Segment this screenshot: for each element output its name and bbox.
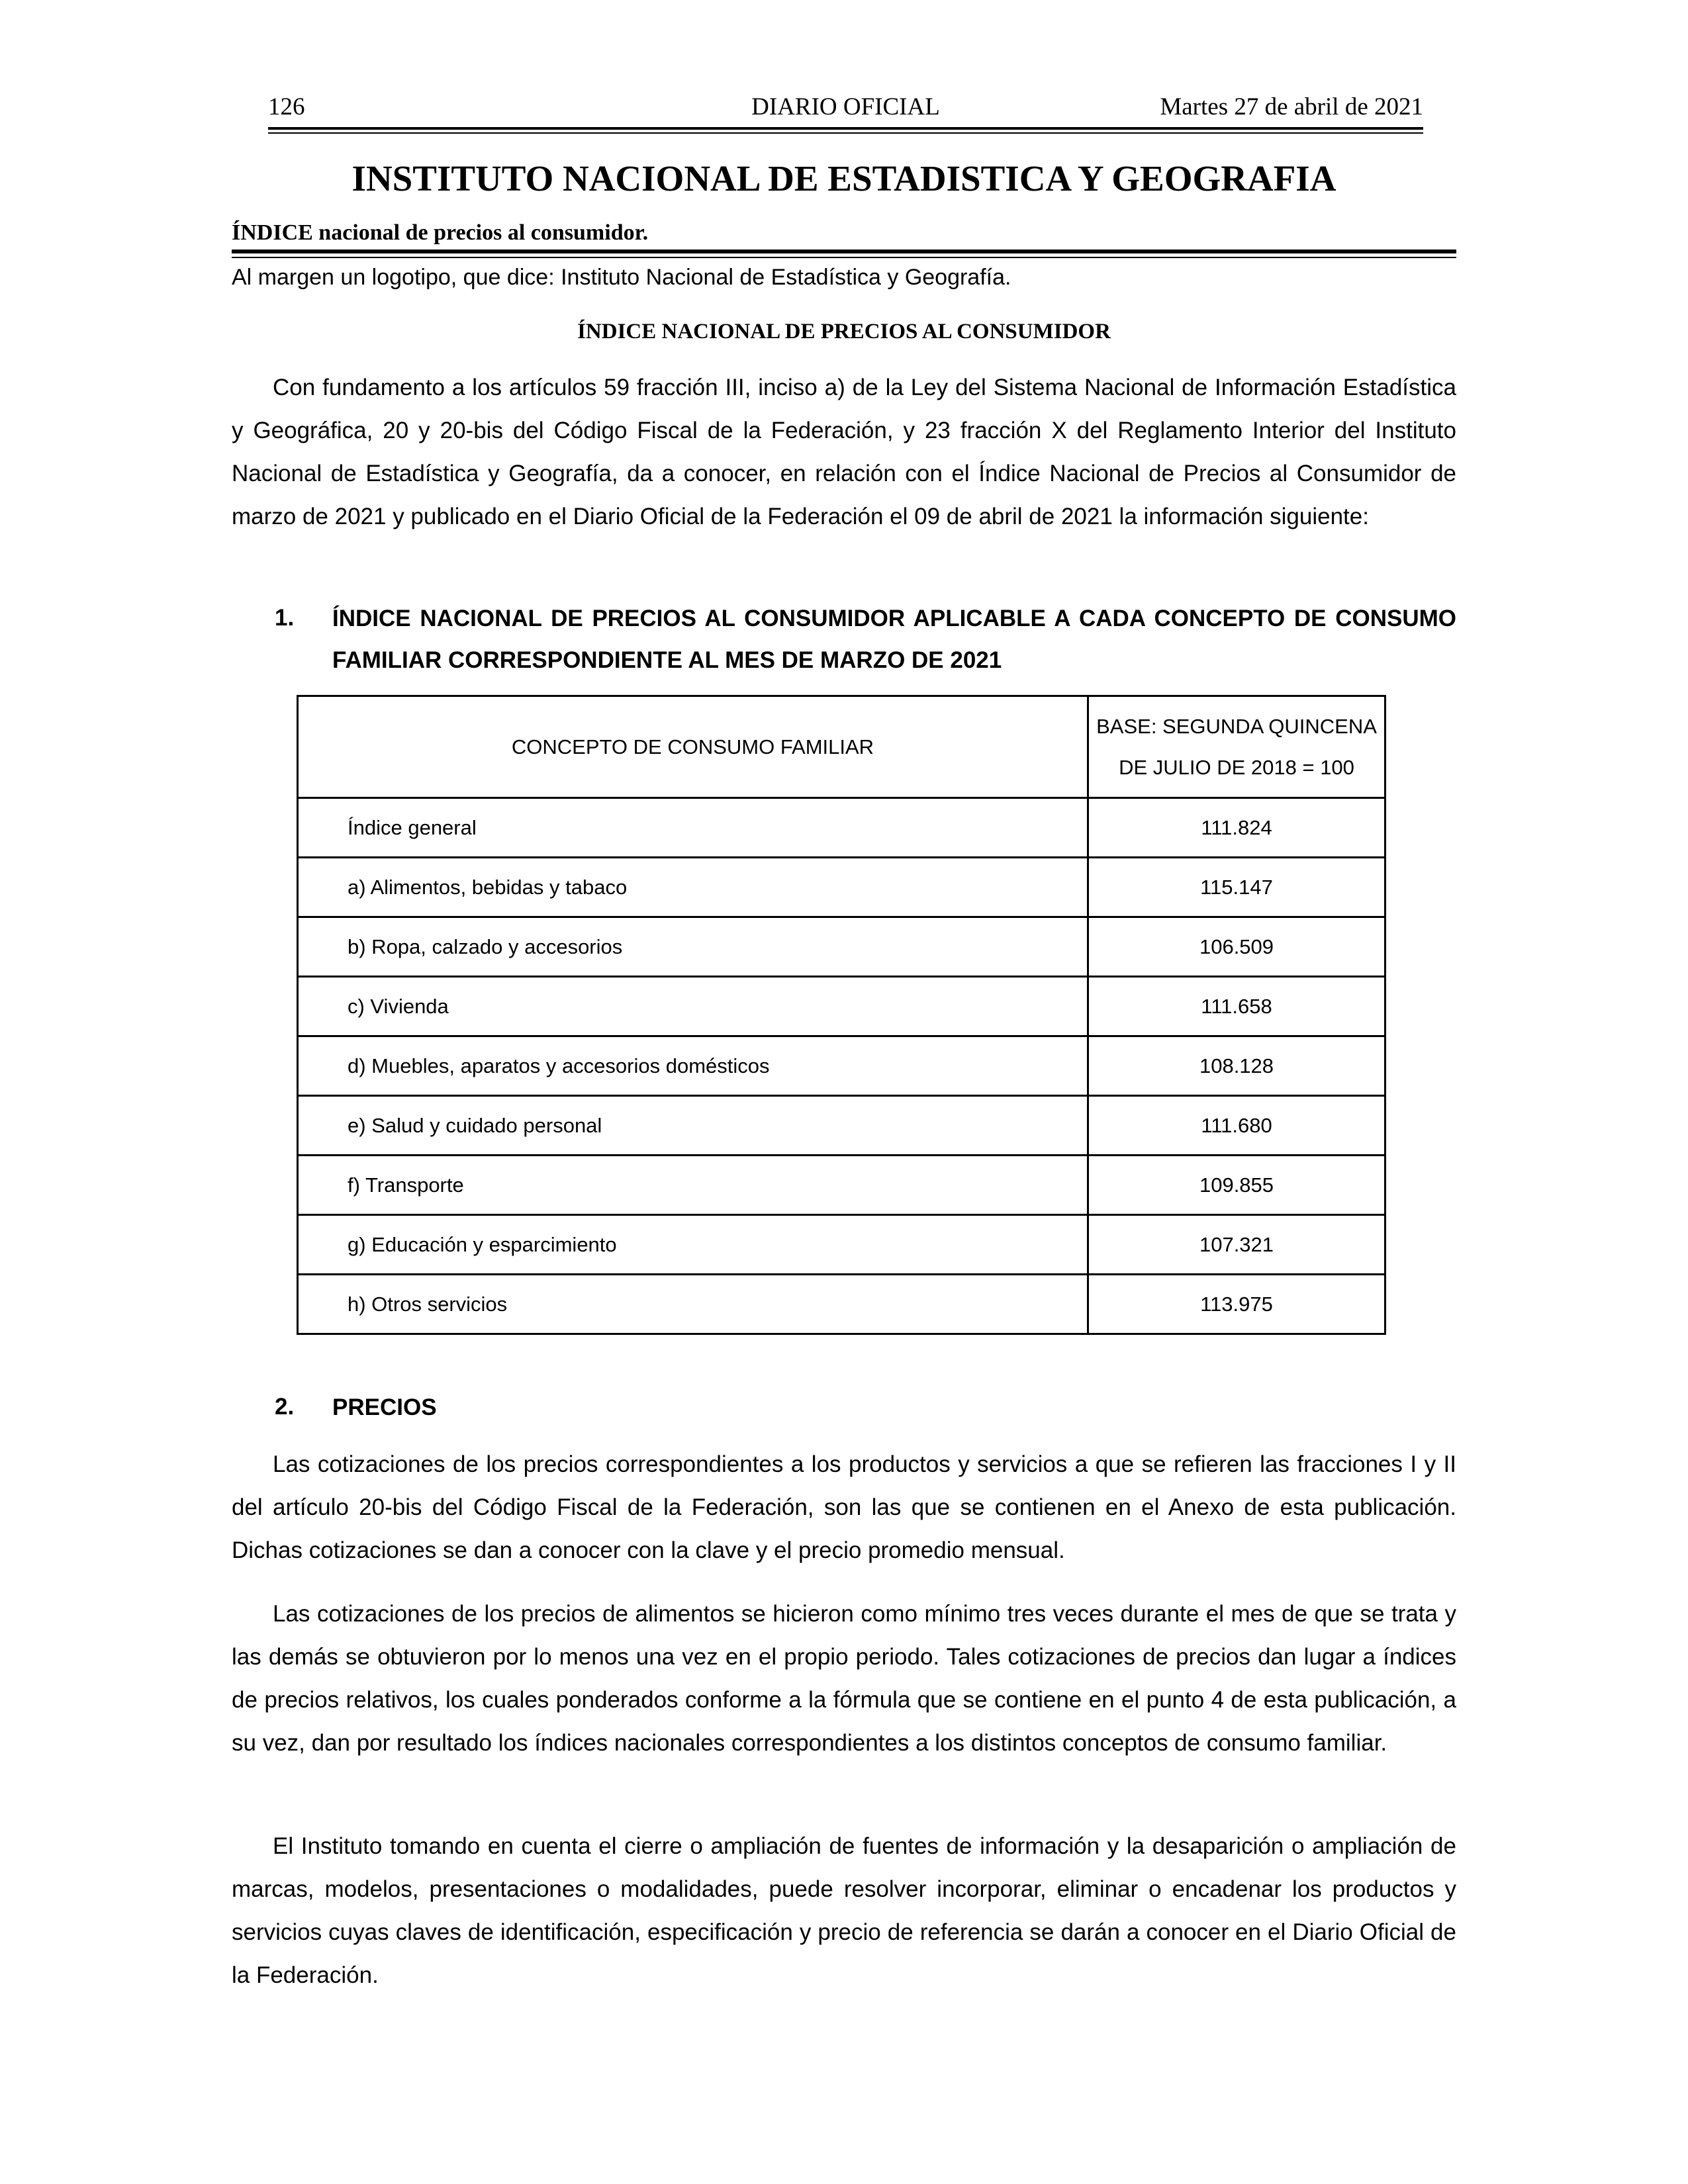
section-2-number: 2. — [275, 1394, 295, 1420]
index-value-cell: 106.509 — [1088, 917, 1385, 977]
page-number: 126 — [268, 93, 305, 120]
column-header-base-line1: BASE: SEGUNDA QUINCENA — [1096, 714, 1377, 738]
concept-cell: d) Muebles, aparatos y accesorios domésticos — [298, 1036, 1088, 1096]
header-rule-thin — [268, 132, 1423, 134]
table-row — [298, 858, 1385, 917]
concept-cell: h) Otros servicios — [298, 1275, 1088, 1334]
document-subheading: ÍNDICE nacional de precios al consumidor. — [232, 220, 649, 245]
table-row — [298, 1156, 1385, 1215]
section-1-title: ÍNDICE NACIONAL DE PRECIOS AL CONSUMIDOR APLICABLE A CADA CONCEPTO DE CONSUMO FAMILIAR CORRESPONDIENTE AL MES DE MARZO DE 2021 — [332, 606, 1456, 673]
table-row — [298, 1036, 1385, 1096]
section-2-paragraph-2: Las cotizaciones de los precios de alimentos se hicieron como mínimo tres veces durante el mes de que se trata y las demás se obtuvieron por lo menos una vez en el propio periodo. Tales cotizaciones de precios dan lugar a índices de precios relativos, los cuales ponderados conforme a la fórmula que se contiene en el punto 4 de esta publicación, a su vez, dan por resultado los índices nacionales correspondientes a los distintos conceptos de consumo familiar. — [232, 1601, 1456, 1756]
section-2-paragraph-1: Las cotizaciones de los precios correspondientes a los productos y servicios a que se refieren las fracciones I y II del artículo 20-bis del Código Fiscal de la Federación, son las que se contienen en el Anexo de esta publicación. Dichas cotizaciones se dan a conocer con la clave y el precio promedio mensual. — [232, 1451, 1456, 1563]
column-header-concept: CONCEPTO DE CONSUMO FAMILIAR — [298, 696, 1088, 798]
concept-cell: e) Salud y cuidado personal — [298, 1096, 1088, 1156]
table-header-row — [298, 696, 1385, 798]
table-row — [298, 1215, 1385, 1275]
concept-cell: Índice general — [298, 798, 1088, 858]
section-2-title: PRECIOS — [332, 1394, 437, 1420]
index-value-cell: 109.855 — [1088, 1156, 1385, 1215]
publication-name: DIARIO OFICIAL — [751, 93, 940, 120]
table-row — [298, 1275, 1385, 1334]
section-1-number: 1. — [275, 605, 295, 631]
page-header — [268, 93, 1423, 132]
price-index-table — [297, 695, 1386, 1335]
concept-cell: b) Ropa, calzado y accesorios — [298, 917, 1088, 977]
intro-paragraph: Con fundamento a los artículos 59 fracción III, inciso a) de la Ley del Sistema Nacional de Información Estadística y Geográfica, 20 y 20-bis del Código Fiscal de la Federación, y 23 fracción X del Reglamento Interior del Instituto Nacional de Estadística y Geografía, da a conocer, en relación con el Índice Nacional de Precios al Consumidor de marzo de 2021 y publicado en el Diario Oficial de la Federación el 09 de abril de 2021 la información siguiente: — [232, 375, 1456, 529]
index-value-cell: 107.321 — [1088, 1215, 1385, 1275]
concept-cell: f) Transporte — [298, 1156, 1088, 1215]
margin-note: Al margen un logotipo, que dice: Instituto Nacional de Estadística y Geografía. — [232, 265, 1011, 290]
subheading-rule-thick — [232, 250, 1456, 253]
subheading-rule-thin — [232, 257, 1456, 258]
column-header-base — [1088, 696, 1385, 798]
table-row — [298, 1096, 1385, 1156]
index-value-cell: 108.128 — [1088, 1036, 1385, 1096]
table-row — [298, 798, 1385, 858]
document-title: ÍNDICE NACIONAL DE PRECIOS AL CONSUMIDOR — [577, 320, 1111, 343]
table-row — [298, 977, 1385, 1036]
index-value-cell: 113.975 — [1088, 1275, 1385, 1334]
table-row — [298, 917, 1385, 977]
index-value-cell: 111.824 — [1088, 798, 1385, 858]
concept-cell: g) Educación y esparcimiento — [298, 1215, 1088, 1275]
concept-cell: c) Vivienda — [298, 977, 1088, 1036]
section-2-paragraph-3: El Instituto tomando en cuenta el cierre o ampliación de fuentes de información y la desaparición o ampliación de marcas, modelos, presentaciones o modalidades, puede resolver incorporar, eliminar o encadenar los productos y servicios cuyas claves de identificación, especificación y precio de referencia se darán a conocer en el Diario Oficial de la Federación. — [232, 1833, 1456, 1988]
index-value-cell: 111.658 — [1088, 977, 1385, 1036]
header-rule-thick — [268, 127, 1423, 130]
concept-cell: a) Alimentos, bebidas y tabaco — [298, 858, 1088, 917]
organization-title: INSTITUTO NACIONAL DE ESTADISTICA Y GEOGRAFIA — [352, 158, 1336, 199]
publication-date: Martes 27 de abril de 2021 — [1160, 93, 1423, 120]
index-value-cell: 115.147 — [1088, 858, 1385, 917]
column-header-base-line2: DE JULIO DE 2018 = 100 — [1119, 755, 1354, 779]
index-value-cell: 111.680 — [1088, 1096, 1385, 1156]
